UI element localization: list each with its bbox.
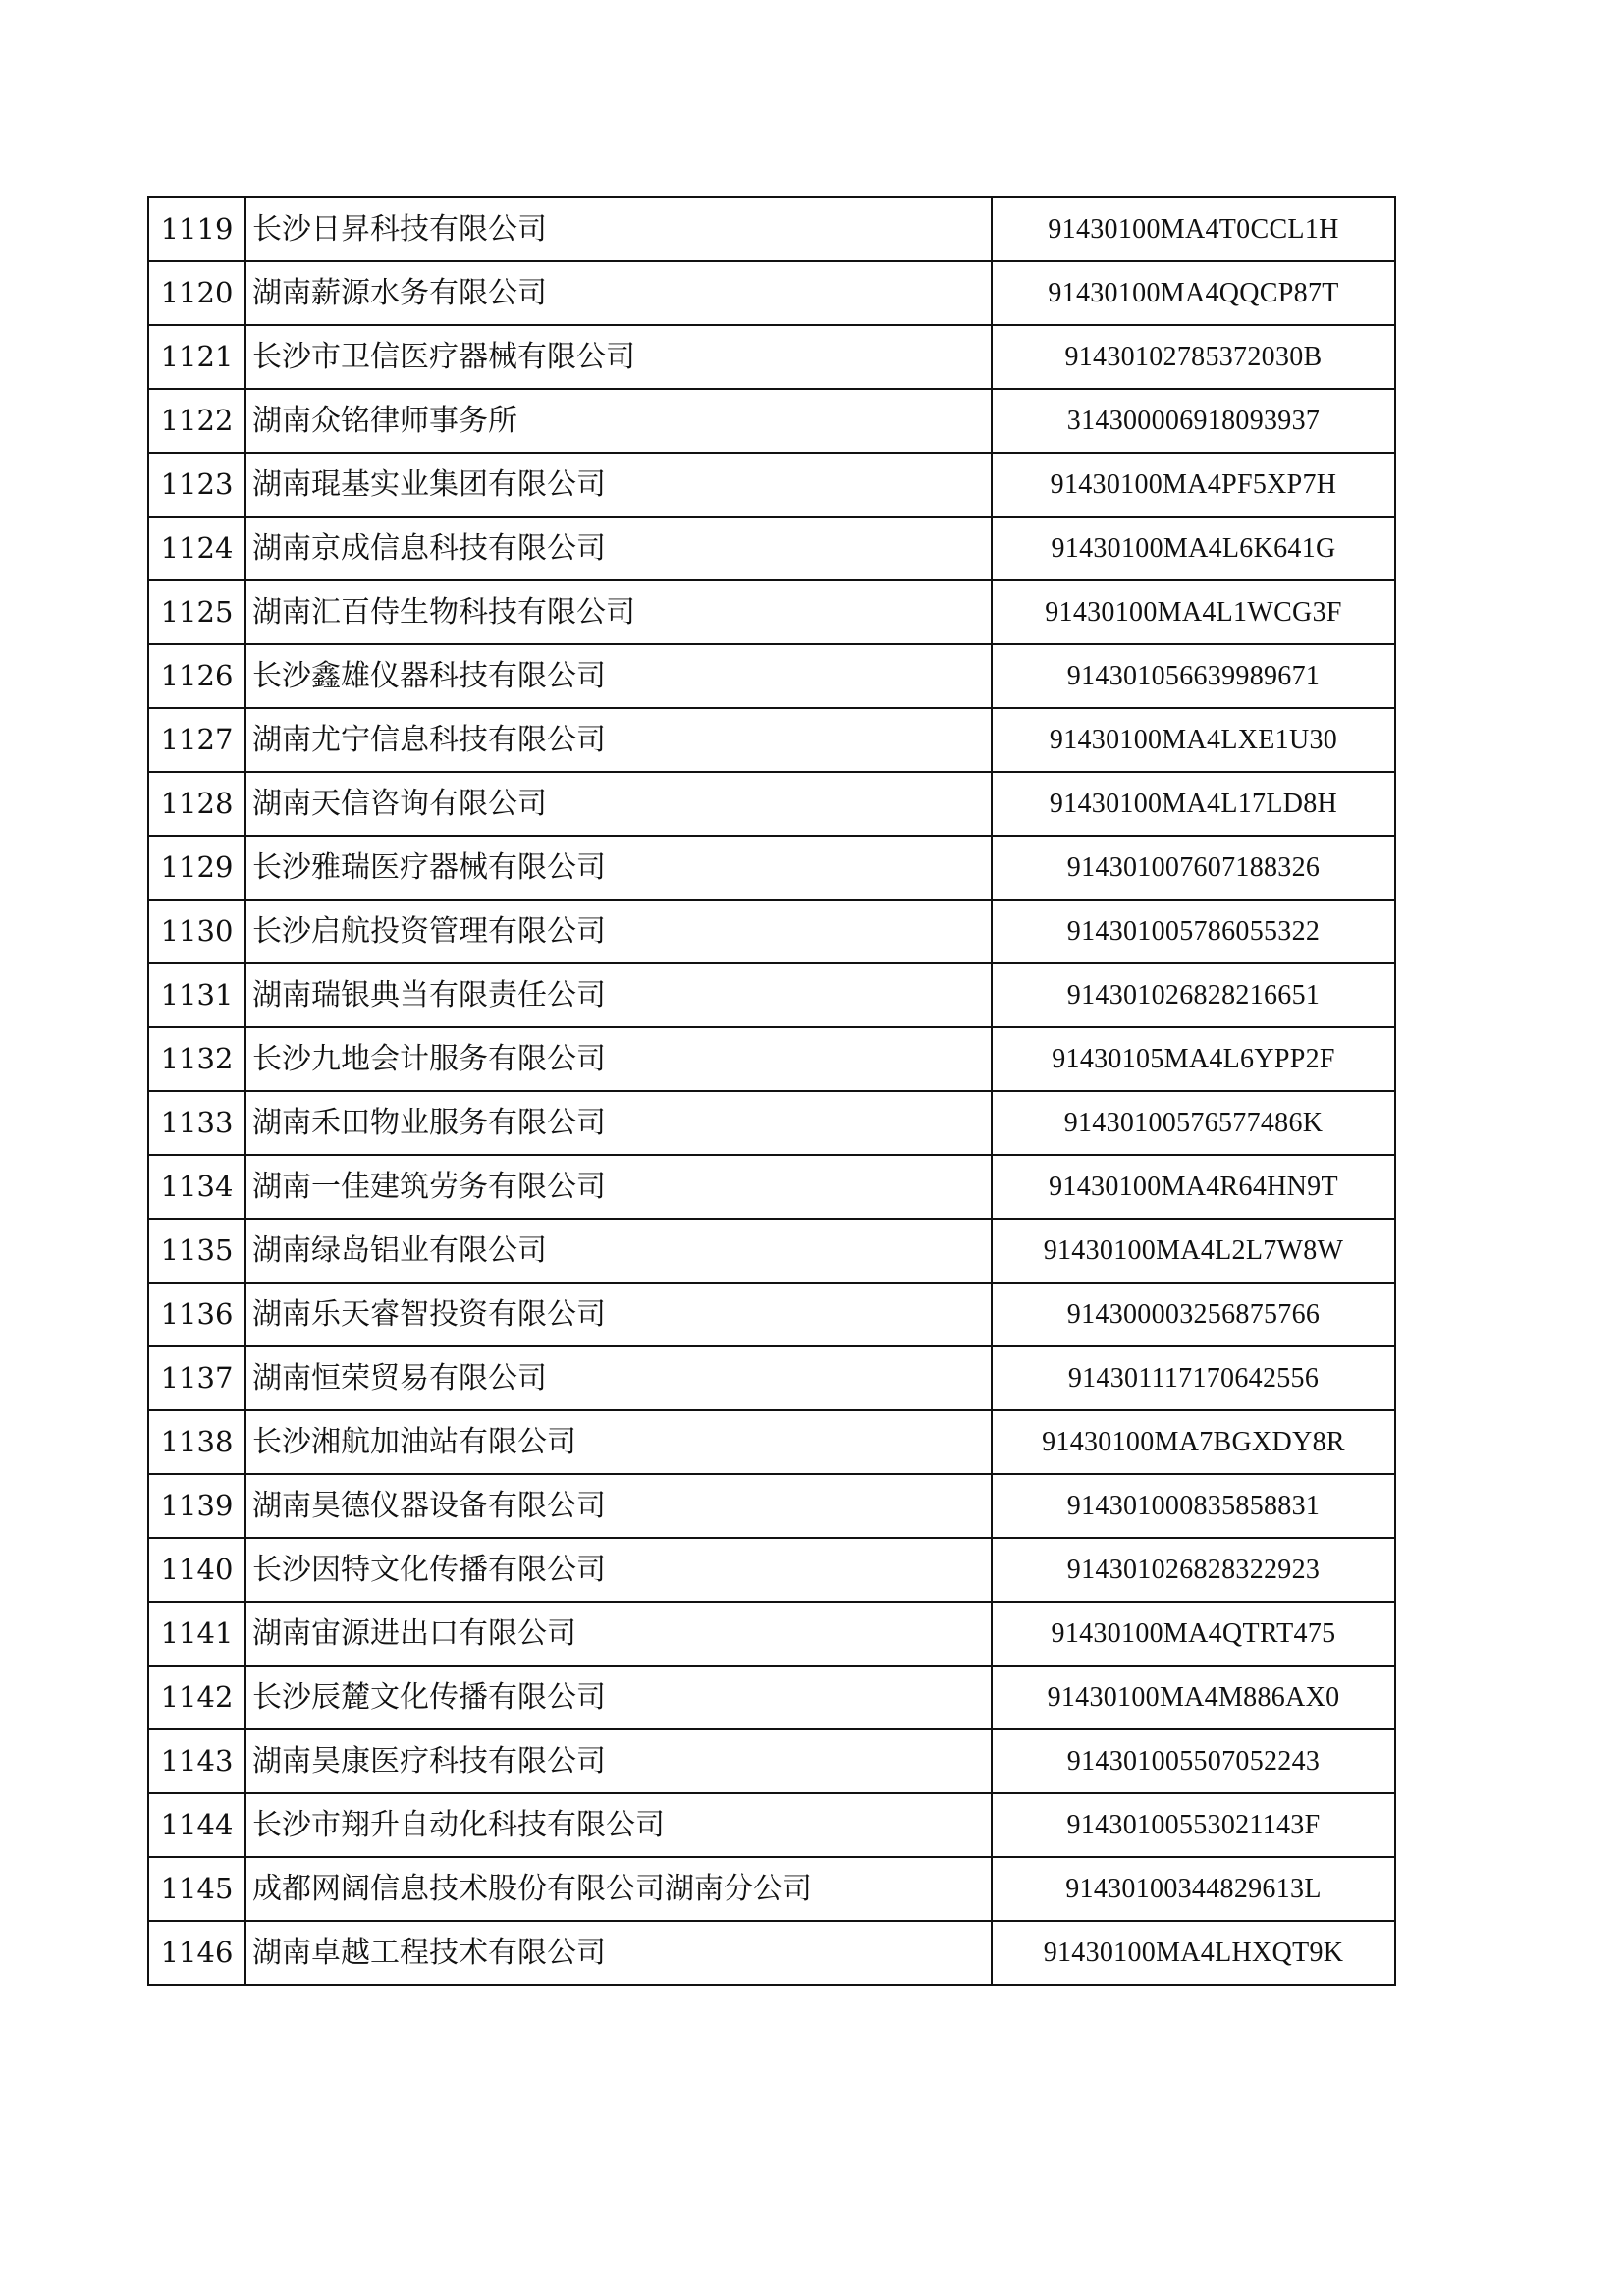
table-row bbox=[148, 836, 1395, 900]
company-name: 长沙湘航加油站有限公司 bbox=[245, 1410, 992, 1474]
table-row bbox=[148, 644, 1395, 708]
table-row bbox=[148, 261, 1395, 325]
table-row bbox=[148, 772, 1395, 836]
row-number: 1135 bbox=[148, 1219, 245, 1283]
row-number: 1119 bbox=[148, 197, 245, 261]
row-number: 1127 bbox=[148, 708, 245, 772]
credit-code: 91430100MA4QTRT475 bbox=[992, 1602, 1395, 1666]
credit-code: 914301026828216651 bbox=[992, 963, 1395, 1027]
company-name: 湖南众铭律师事务所 bbox=[245, 389, 992, 453]
table-row bbox=[148, 1410, 1395, 1474]
row-number: 1138 bbox=[148, 1410, 245, 1474]
row-number: 1146 bbox=[148, 1921, 245, 1985]
credit-code: 31430000691809393​7 bbox=[992, 389, 1395, 453]
company-name: 湖南恒荣贸易有限公司 bbox=[245, 1346, 992, 1410]
table-row bbox=[148, 1793, 1395, 1857]
credit-code: 91430105MA4L6YPP2F bbox=[992, 1027, 1395, 1091]
credit-code: 91430100MA4LXE1U30 bbox=[992, 708, 1395, 772]
table-row bbox=[148, 963, 1395, 1027]
table-row bbox=[148, 1857, 1395, 1921]
table-row bbox=[148, 1091, 1395, 1155]
row-number: 1133 bbox=[148, 1091, 245, 1155]
credit-code: 91430100MA4QQCP87T bbox=[992, 261, 1395, 325]
table-row bbox=[148, 1155, 1395, 1219]
company-name: 湖南昊康医疗科技有限公司 bbox=[245, 1729, 992, 1793]
company-name: 湖南昊德仪器设备有限公司 bbox=[245, 1474, 992, 1538]
company-name: 长沙因特文化传播有限公司 bbox=[245, 1538, 992, 1602]
credit-code: 914301000835858831 bbox=[992, 1474, 1395, 1538]
row-number: 1121 bbox=[148, 325, 245, 389]
company-name: 湖南一佳建筑劳务有限公司 bbox=[245, 1155, 992, 1219]
credit-code: 91430100MA4L17LD8H bbox=[992, 772, 1395, 836]
company-name: 湖南天信咨询有限公司 bbox=[245, 772, 992, 836]
company-name: 成都网阔信息技术股份有限公司湖南分公司 bbox=[245, 1857, 992, 1921]
company-name: 湖南禾田物业服务有限公司 bbox=[245, 1091, 992, 1155]
table-row bbox=[148, 1729, 1395, 1793]
row-number: 1139 bbox=[148, 1474, 245, 1538]
company-name: 长沙启航投资管理有限公司 bbox=[245, 900, 992, 963]
table-row bbox=[148, 1027, 1395, 1091]
credit-code: 91430100576577486K bbox=[992, 1091, 1395, 1155]
company-name: 湖南薪源水务有限公司 bbox=[245, 261, 992, 325]
company-name: 湖南琨基实业集团有限公司 bbox=[245, 453, 992, 517]
table-row bbox=[148, 1474, 1395, 1538]
table-row bbox=[148, 197, 1395, 261]
row-number: 1136 bbox=[148, 1283, 245, 1346]
row-number: 1145 bbox=[148, 1857, 245, 1921]
row-number: 1126 bbox=[148, 644, 245, 708]
credit-code: 91430100MA4L2L7W8W bbox=[992, 1219, 1395, 1283]
row-number: 1141 bbox=[148, 1602, 245, 1666]
row-number: 1131 bbox=[148, 963, 245, 1027]
credit-code: 91430100MA4PF5XP7H bbox=[992, 453, 1395, 517]
table-row bbox=[148, 325, 1395, 389]
credit-code: 91430100MA7BGXDY8R bbox=[992, 1410, 1395, 1474]
row-number: 1123 bbox=[148, 453, 245, 517]
company-name: 湖南汇百侍生物科技有限公司 bbox=[245, 580, 992, 644]
credit-code: 914301005786055322 bbox=[992, 900, 1395, 963]
table-row bbox=[148, 1283, 1395, 1346]
table-row bbox=[148, 1219, 1395, 1283]
row-number: 1124 bbox=[148, 517, 245, 580]
credit-code: 914301007607188326 bbox=[992, 836, 1395, 900]
table-row bbox=[148, 580, 1395, 644]
row-number: 1122 bbox=[148, 389, 245, 453]
table-row bbox=[148, 453, 1395, 517]
row-number: 1120 bbox=[148, 261, 245, 325]
row-number: 1130 bbox=[148, 900, 245, 963]
row-number: 1142 bbox=[148, 1666, 245, 1729]
row-number: 1128 bbox=[148, 772, 245, 836]
company-name: 长沙日昇科技有限公司 bbox=[245, 197, 992, 261]
credit-code: 91430102785372030B bbox=[992, 325, 1395, 389]
table-row bbox=[148, 900, 1395, 963]
company-name: 湖南卓越工程技术有限公司 bbox=[245, 1921, 992, 1985]
table-row bbox=[148, 389, 1395, 453]
credit-code: 914300003256875766 bbox=[992, 1283, 1395, 1346]
table-row bbox=[148, 708, 1395, 772]
credit-code: 91430100MA4T0CCL1H bbox=[992, 197, 1395, 261]
company-name: 湖南尤宁信息科技有限公司 bbox=[245, 708, 992, 772]
company-name: 长沙雅瑞医疗器械有限公司 bbox=[245, 836, 992, 900]
row-number: 1144 bbox=[148, 1793, 245, 1857]
table-row bbox=[148, 1538, 1395, 1602]
row-number: 1125 bbox=[148, 580, 245, 644]
row-number: 1137 bbox=[148, 1346, 245, 1410]
company-name: 长沙市翔升自动化科技有限公司 bbox=[245, 1793, 992, 1857]
company-name: 湖南瑞银典当有限责任公司 bbox=[245, 963, 992, 1027]
credit-code: 914301056639989671 bbox=[992, 644, 1395, 708]
credit-code: 91430100MA4LHXQT9K bbox=[992, 1921, 1395, 1985]
credit-code: 91430100MA4M886AX0 bbox=[992, 1666, 1395, 1729]
credit-code: 91430100MA4L6K641G bbox=[992, 517, 1395, 580]
credit-code: 914301117170642556 bbox=[992, 1346, 1395, 1410]
table-body bbox=[148, 197, 1395, 1985]
company-name: 长沙九地会计服务有限公司 bbox=[245, 1027, 992, 1091]
credit-code: 91430100MA4L1WCG3F bbox=[992, 580, 1395, 644]
credit-code: 91430100MA4R64HN9T bbox=[992, 1155, 1395, 1219]
table-row bbox=[148, 1666, 1395, 1729]
company-name: 湖南绿岛铝业有限公司 bbox=[245, 1219, 992, 1283]
company-name: 长沙市卫信医疗器械有限公司 bbox=[245, 325, 992, 389]
row-number: 1129 bbox=[148, 836, 245, 900]
table-row bbox=[148, 1921, 1395, 1985]
credit-code: 914301026828322923 bbox=[992, 1538, 1395, 1602]
row-number: 1143 bbox=[148, 1729, 245, 1793]
credit-code: 91430100344829613L bbox=[992, 1857, 1395, 1921]
row-number: 1132 bbox=[148, 1027, 245, 1091]
company-registry-table bbox=[147, 196, 1396, 1986]
row-number: 1134 bbox=[148, 1155, 245, 1219]
row-number: 1140 bbox=[148, 1538, 245, 1602]
credit-code: 914301005507052243 bbox=[992, 1729, 1395, 1793]
company-name: 湖南宙源进出口有限公司 bbox=[245, 1602, 992, 1666]
company-name: 长沙辰麓文化传播有限公司 bbox=[245, 1666, 992, 1729]
company-name: 湖南京成信息科技有限公司 bbox=[245, 517, 992, 580]
table-row bbox=[148, 1346, 1395, 1410]
company-name: 湖南乐天睿智投资有限公司 bbox=[245, 1283, 992, 1346]
table-row bbox=[148, 1602, 1395, 1666]
table-row bbox=[148, 517, 1395, 580]
company-name: 长沙鑫雄仪器科技有限公司 bbox=[245, 644, 992, 708]
credit-code: 91430100553021143F bbox=[992, 1793, 1395, 1857]
